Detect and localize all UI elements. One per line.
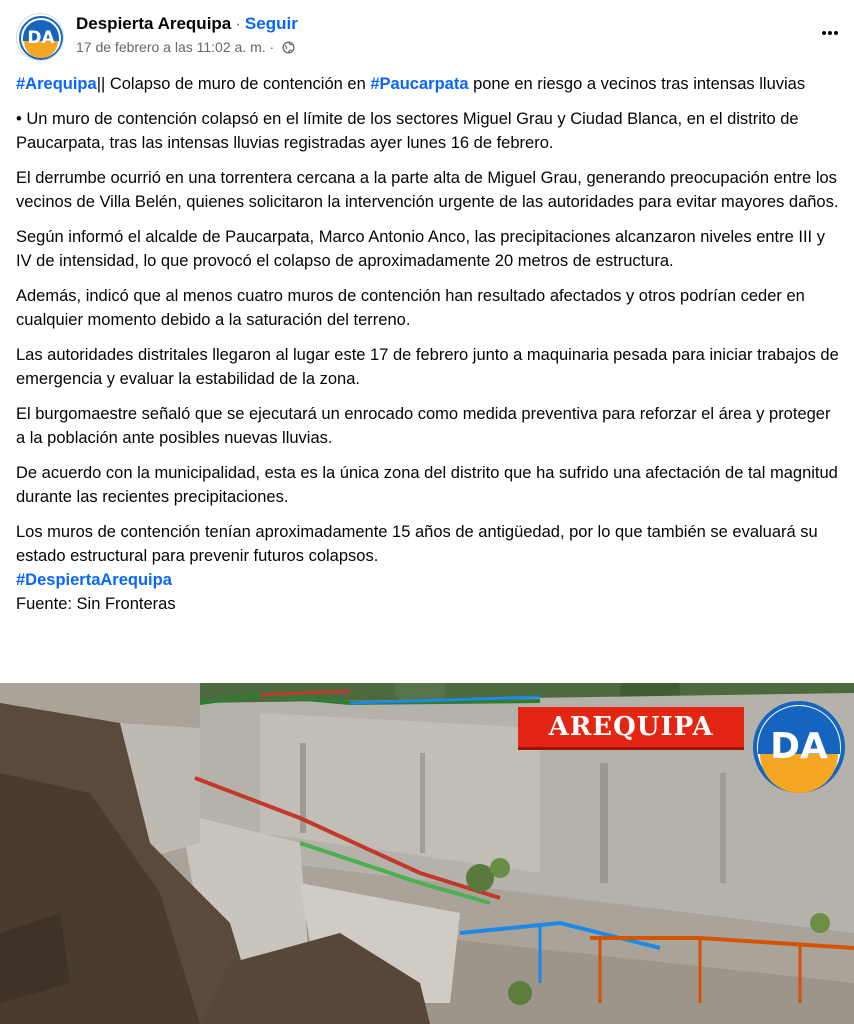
avatar-initials: DA [27, 28, 55, 48]
paragraph: De acuerdo con la municipalidad, esta es la única zona del distrito que ha sufrido una afectación de tal magnitud durante las recientes precipitaciones. [16, 464, 838, 506]
post-photo[interactable] [0, 683, 854, 1024]
paragraph: Según informó el alcalde de Paucarpata, Marco Antonio Anco, las precipitaciones alcanzaron niveles entre III y IV de intensidad, lo que provocó el colapso de aproximadamente 20 metros de estructura. [16, 228, 825, 270]
more-dot-icon [828, 31, 832, 35]
paragraph: • Un muro de contención colapsó en el límite de los sectores Miguel Grau y Ciudad Blanca, en el distrito de Paucarpata, tras las intensas lluvias registradas ayer lunes 16 de febrero. [16, 110, 799, 152]
paragraph: Los muros de contención tenían aproximadamente 15 años de antigüedad, por lo que también se evaluará su estado estructural para prevenir futuros colapsos. [16, 523, 818, 565]
page-name-line [76, 14, 298, 34]
privacy-separator: · [269, 39, 275, 55]
hashtag-paucarpata[interactable]: #Paucarpata [370, 75, 469, 93]
post-body [16, 72, 840, 616]
paragraph: El burgomaestre señaló que se ejecutará un enrocado como medida preventiva para reforzar el área y proteger a la población ante posibles nuevas lluvias. [16, 405, 831, 447]
hashtag-despiertaarequipa[interactable]: #DespiertaArequipa [16, 571, 172, 589]
post-title [16, 72, 840, 96]
name-separator: · [235, 14, 241, 33]
more-options-button[interactable] [816, 22, 844, 42]
title-text-1: || Colapso de muro de contención en [96, 75, 371, 93]
page-avatar[interactable] [16, 13, 64, 61]
hashtag-arequipa[interactable]: #Arequipa [16, 75, 97, 93]
more-dot-icon [822, 31, 826, 35]
paragraph: Además, indicó que al menos cuatro muros de contención han resultado afectados y otros podrían ceder en cualquier momento debido a la saturación del terreno. [16, 287, 805, 329]
post-timestamp[interactable]: 17 de febrero a las 11:02 a. m. [76, 39, 266, 55]
paragraph: Las autoridades distritales llegaron al lugar este 17 de febrero junto a maquinaria pesada para iniciar trabajos de emergencia y evaluar la estabilidad de la zona. [16, 346, 839, 388]
page-name-link[interactable]: Despierta Arequipa [76, 14, 232, 33]
more-dot-icon [834, 31, 838, 35]
da-avatar-logo [17, 14, 64, 61]
globe-icon[interactable] [282, 41, 295, 57]
da-watermark-logo [752, 700, 846, 794]
follow-button[interactable]: Seguir [244, 14, 298, 33]
title-text-2: pone en riesgo a vecinos tras intensas lluvias [468, 75, 806, 93]
footer-hashtag-line [16, 568, 840, 592]
post-meta [76, 39, 295, 57]
source-line: Fuente: Sin Fronteras [16, 595, 176, 613]
post-header [0, 0, 854, 72]
region-badge: AREQUIPA [518, 707, 744, 750]
paragraph: El derrumbe ocurrió en una torrentera cercana a la parte alta de Miguel Grau, generando preocupación entre los vecinos de Villa Belén, quienes solicitaron la intervención urgente de las autoridades para evitar mayores daños. [16, 169, 839, 211]
logo-text: DA [770, 726, 828, 767]
